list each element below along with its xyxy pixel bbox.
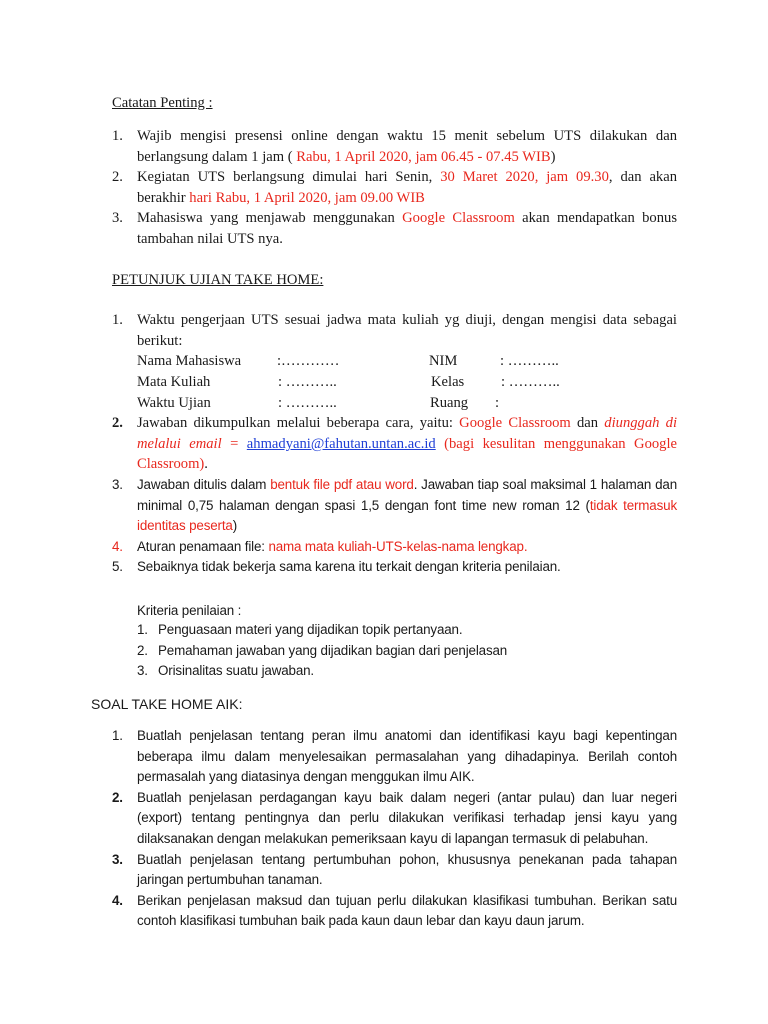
kriteria-text: Penguasaan materi yang dijadikan topik pertanyaan. <box>158 622 463 637</box>
list-number: 3. <box>112 210 123 227</box>
petunjuk-item-1-text: Waktu pengerjaan UTS sesuai jadwa mata kuliah yg diuji, dengan mengisi data sebagai berikut: <box>137 312 677 349</box>
catatan-title: Catatan Penting : <box>112 95 213 111</box>
soal-item-1 <box>112 726 677 788</box>
field-label: Ruang <box>430 395 469 412</box>
catatan-item-2 <box>112 167 677 208</box>
kriteria-item <box>137 661 507 682</box>
list-number: 3. <box>137 663 148 679</box>
petunjuk-item-2-note: (bagi kesulitan menggunakan Google Classroom) <box>137 435 678 473</box>
petunjuk-item-3-rules: . Jawaban tiap soal maksimal 1 halaman dan minimal 0,75 halaman dengan spasi 1,5 dengan font time new roman 12 ( <box>137 476 677 513</box>
petunjuk-item-5 <box>112 557 677 578</box>
catatan-list <box>112 126 677 250</box>
field-value: : ……….. <box>500 353 559 370</box>
soal-text: Buatlah penjelasan perdagangan kayu baik dalam negeri (antar pulau) dan luar negeri (export) tentang pentingnya dan perlu dilakukan verifikasi terhadap jensi kayu yang dilaksanakan dengan melakukan pemeriksaan kayu di lapangan termasuk di pelabuhan. <box>137 789 677 846</box>
soal-text: Buatlah penjelasan tentang pertumbuhan pohon, khususnya penekanan pada tahapan jaringan pertumbuhan tanaman. <box>137 851 677 888</box>
field-label: Kelas <box>431 374 465 391</box>
petunjuk-item-2-classroom: Google Classroom <box>459 415 571 432</box>
petunjuk-item-3 <box>112 475 677 537</box>
catatan-item-2-mid: , dan akan berakhir <box>137 169 677 206</box>
petunjuk-item-2-text: Jawaban dikumpulkan melalui beberapa cara, yaitu: <box>137 415 460 432</box>
soal-text: Berikan penjelasan maksud dan tujuan perlu dilakukan klasifikasi tumbuhan. Berikan satu contoh klasifikasi tumbuhan baik pada kaun daun lebar dan kayu daun jarum. <box>137 892 677 929</box>
petunjuk-item-3-exclusion: tidak termasuk identitas peserta <box>137 497 677 534</box>
catatan-item-3-rest: akan mendapatkan bonus tambahan nilai UTS nya. <box>137 210 678 247</box>
field-value: : <box>495 395 500 412</box>
catatan-item-3 <box>112 208 677 249</box>
field-label: Nama Mahasiswa <box>137 353 242 370</box>
catatan-item-3-text: Mahasiswa yang menjawab menggunakan <box>137 210 403 227</box>
list-number: 1. <box>112 312 123 328</box>
petunjuk-title: PETUNJUK UJIAN TAKE HOME: <box>112 272 324 288</box>
petunjuk-item-4-text: Aturan penamaan file: <box>137 538 269 554</box>
field-value: : ……….. <box>278 374 337 391</box>
catatan-item-1-close: ) <box>550 148 556 165</box>
identity-fields <box>137 351 677 413</box>
catatan-item-2-text: Kegiatan UTS berlangsung dimulai hari Senin, <box>137 169 441 186</box>
catatan-item-1-text: Wajib mengisi presensi online dengan waktu 15 menit sebelum UTS dilakukan dan berlangsung dalam 1 jam ( <box>137 128 677 165</box>
kriteria-item <box>137 620 507 641</box>
list-number: 5. <box>112 559 123 575</box>
list-number: 2. <box>112 169 123 186</box>
petunjuk-item-2-equals: = <box>221 435 247 452</box>
kriteria-text: Orisinalitas suatu jawaban. <box>158 663 314 679</box>
list-number: 1. <box>112 728 123 743</box>
list-number: 4. <box>112 538 123 554</box>
soal-title: SOAL TAKE HOME AIK: <box>91 696 243 712</box>
list-number: 1. <box>137 622 148 637</box>
kriteria-item <box>137 641 507 662</box>
kriteria-text: Pemahaman jawaban yang dijadikan bagian dari penjelasan <box>158 642 508 658</box>
catatan-item-1 <box>112 126 677 167</box>
petunjuk-list <box>112 310 677 578</box>
list-number: 2. <box>137 642 148 658</box>
field-label: Mata Kuliah <box>137 374 211 391</box>
list-number: 2. <box>112 415 123 432</box>
petunjuk-item-2-upload: diunggah di melalui email <box>137 415 677 452</box>
kriteria-list <box>137 620 507 682</box>
field-value: : ……….. <box>278 395 337 412</box>
list-number: 1. <box>112 128 123 144</box>
petunjuk-item-4-filename: nama mata kuliah-UTS-kelas-nama lengkap. <box>268 538 528 554</box>
petunjuk-item-1 <box>112 310 677 413</box>
petunjuk-item-3-close: ) <box>232 518 238 534</box>
soal-item-3 <box>112 850 677 891</box>
catatan-item-1-highlight: Rabu, 1 April 2020, jam 06.45 - 07.45 WIB <box>292 148 551 165</box>
petunjuk-item-3-format: bentuk file pdf atau word <box>270 476 414 492</box>
catatan-item-2-end: hari Rabu, 1 April 2020, jam 09.00 WIB <box>189 189 425 206</box>
field-label: Waktu Ujian <box>137 395 211 412</box>
petunjuk-item-5-text: Sebaiknya tidak bekerja sama karena itu terkait dengan kriteria penilaian. <box>137 559 561 575</box>
soal-text: Buatlah penjelasan tentang peran ilmu anatomi dan identifikasi kayu bagi kepentingan beberapa ilmu dalam menyelesaikan permasalahan yang dihadapinya. Berilah contoh permasalah yang diatasinya dengan menggukan ilmu AIK. <box>137 728 677 785</box>
catatan-item-3-highlight: Google Classroom <box>402 210 515 227</box>
list-number: 3. <box>112 476 123 492</box>
soal-item-2 <box>112 788 677 850</box>
petunjuk-item-3-text: Jawaban ditulis dalam <box>137 476 271 492</box>
petunjuk-item-4 <box>112 537 677 558</box>
petunjuk-item-2-period: . <box>204 456 208 473</box>
field-value: : ……….. <box>501 374 560 391</box>
field-value: :………… <box>277 353 340 370</box>
soal-list <box>112 726 677 932</box>
email-link[interactable]: ahmadyani@fahutan.untan.ac.id <box>246 435 436 452</box>
petunjuk-item-2-and: dan <box>570 415 605 432</box>
kriteria-title: Kriteria penilaian : <box>137 603 242 618</box>
field-label: NIM <box>429 353 458 370</box>
petunjuk-item-2 <box>112 413 677 475</box>
list-number: 2. <box>112 789 123 805</box>
list-number: 3. <box>112 851 123 867</box>
soal-item-4 <box>112 891 677 932</box>
list-number: 4. <box>112 892 123 908</box>
catatan-item-2-start: 30 Maret 2020, jam 09.30 <box>440 169 609 186</box>
